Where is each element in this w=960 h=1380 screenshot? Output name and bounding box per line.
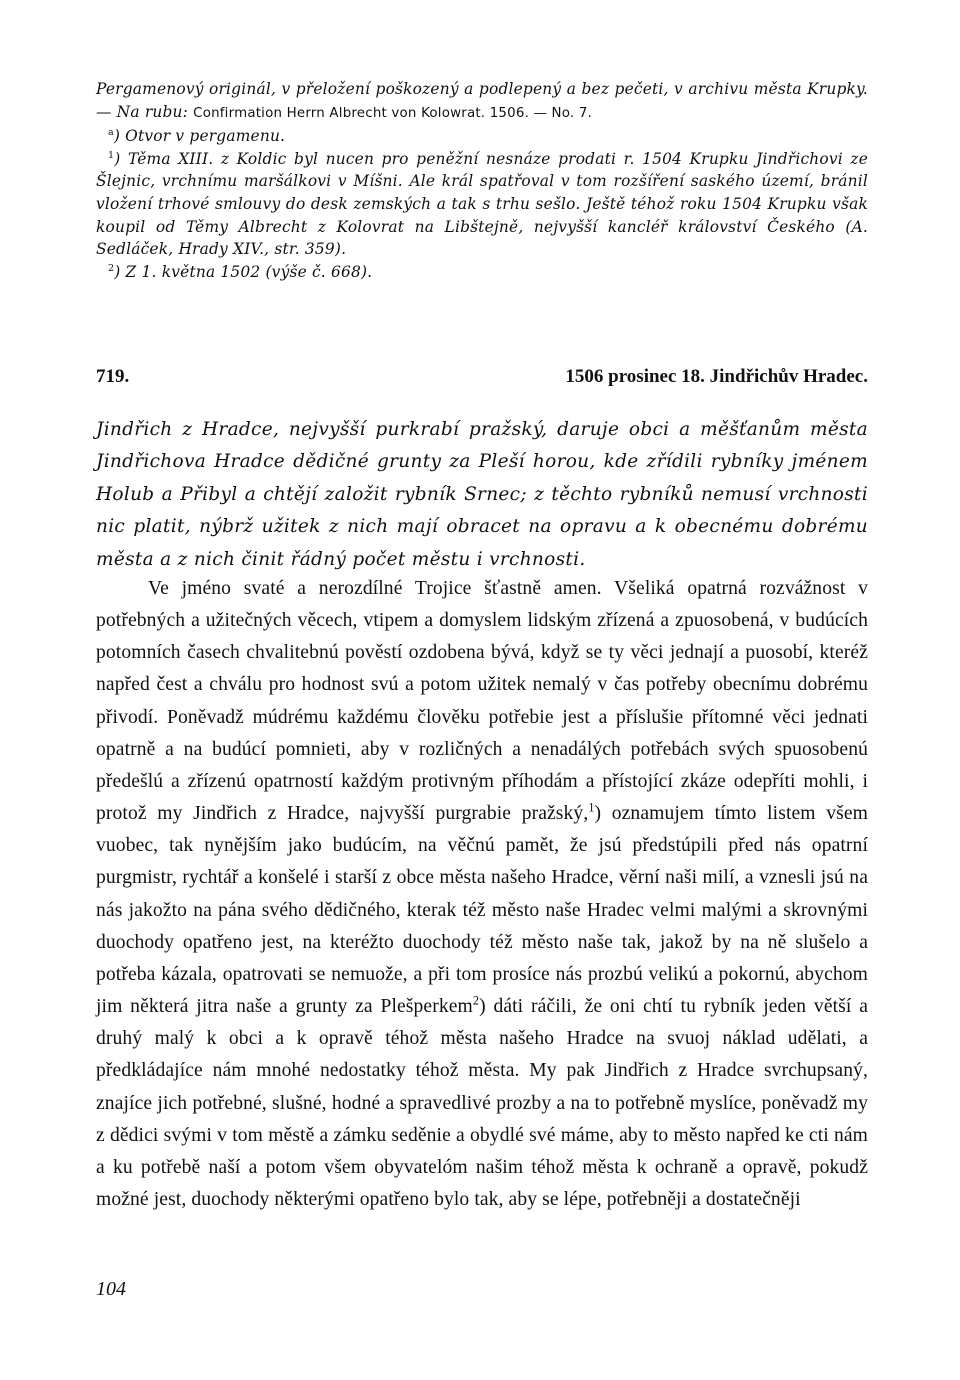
document-paragraph — [96, 573, 868, 1216]
note-2-text: ) Z 1. května 1502 (výše č. 668). — [114, 262, 373, 281]
document-text — [96, 573, 868, 1216]
note-1-text: ) Těma XIII. z Koldic byl nucen pro peněžní nesnáze prodati r. 1504 Krupku Jindřichovi ze Šlejnic, vrchnímu maršálkovi v Míšni. Ale král spatřoval v tom rozšíření saského území, bránil vložení trhové smlouvy do desk zemských a tak s trhu sešlo. Ještě téhož roku 1504 Krupku však koupil od Těmy Albrecht z Kolovrat na Libštejně, nejvyšší kancléř království Českého (A. Sedláček, Hrady XIV., str. 359). — [96, 149, 868, 259]
source-description — [96, 78, 868, 125]
note-2-mark: 2 — [108, 262, 115, 274]
footnote-mark-1: 1 — [588, 800, 595, 815]
note-1 — [96, 148, 868, 261]
note-1-mark: 1 — [108, 149, 115, 161]
note-2 — [96, 261, 868, 284]
document-number: 719. — [96, 366, 130, 387]
source-italic-text: Pergamenový originál, v přeložení poškozený a podlepený a bez pečeti, v archivu města Krupky. — Na rubu: — [96, 80, 868, 121]
source-roman-text: Confirmation Herrn Albrecht von Kolowrat. 1506. — No. 7. — [193, 105, 593, 121]
note-a-mark: a — [108, 127, 114, 139]
note-a-text: ) Otvor v pergamenu. — [113, 127, 286, 146]
document-date-place: 1506 prosinec 18. Jindřichův Hradec. — [565, 366, 868, 387]
footnotes-previous-document — [96, 78, 868, 283]
text-part-1: Ve jméno svaté a nerozdílné Trojice šťastně amen. Všeliká opatrná rozvážnost v potřebných a užitečných věcech, vtipem a domyslem lidským zřízená a zpuosobená, v budúcích potomních časech chvalitebnú pověstí ozdobena bývá, když se ty věci jednají a puosobí, kteréž napřed čest a chválu pro hodnost svú a potom užitek nemalý v čas potřeby obecnímu dobrému přivodí. Poněvadž múdrému každému člověku potřebie jest a příslušie přítomné věci jednati opatrně a na budúcí pomnieti, aby v rozličných a nenadálých potřebách svých spuosobenú předešlú a zřízenú opatrností každým protivným příhodám a přístojící zkáze odepříti mohli, i protož my Jindřich z Hradce, najvyšší purgrabie pražský, — [96, 578, 868, 825]
text-part-3: ) dáti ráčili, že oni chtí tu rybník jeden větší a druhý malý k obci a k opravě téhož města našeho Hradce na svuoj náklad udělati, a předkládajíce nám mnohé nedostatky téhož města. My pak Jindřich z Hradce svrchupsaný, znajíce jich potřebné, slušné, hodné a spravedlivé prozby a na to potřebně myslíce, poněvadž my z dědici svými v tom městě a zámku seděnie a obydlé své máme, aby to město napřed ke cti nám a ku potřebě naší a potom všem obyvatelóm našim téhož města k ochraně a opravě, pokudž možné jest, duochody některými opatřeno bylo tak, aby se lépe, potřebněji a dostatečněji — [96, 996, 868, 1210]
page — [96, 78, 868, 1210]
page-number: 104 — [96, 1278, 126, 1300]
regest-summary: Jindřich z Hradce, nejvyšší purkrabí pražský, daruje obci a měšťanům města Jindřichova Hradce dědičné grunty za Pleší horou, kde zřídili rybníky jménem Holub a Přibyl a chtějí založit rybník Srnec; z těchto rybníků nemusí vrchnosti nic platit, nýbrž užitek z nich mají obracet na opravu a k obecnému dobrému města a z nich činit řádný počet městu i vrchnosti. — [96, 419, 868, 570]
note-a — [96, 125, 868, 148]
footnote-mark-2: 2 — [472, 993, 480, 1008]
text-part-2: ) oznamujem tímto listem všem vuobec, tak nynějším jako budúcím, na věčnú pamět, že jsú předstúpili před nás opatrní purgmistr, rychtář a konšelé i starší z obce města našeho Hradce, věrní naši milí, a vznesli jsú na nás jakožto na pána svého dědičného, kterak též město naše Hradec velmi malými a skrovnými duochody opatřeno jest, na kteréžto duochody též město naše tak, jakož by na ně slušelo a potřeba kázala, opatrovati se nemuože, a při tom prosíce nás prozbú velikú a pokornú, abychom jim některá jitra naše a grunty za Plešperkem — [96, 803, 868, 1018]
